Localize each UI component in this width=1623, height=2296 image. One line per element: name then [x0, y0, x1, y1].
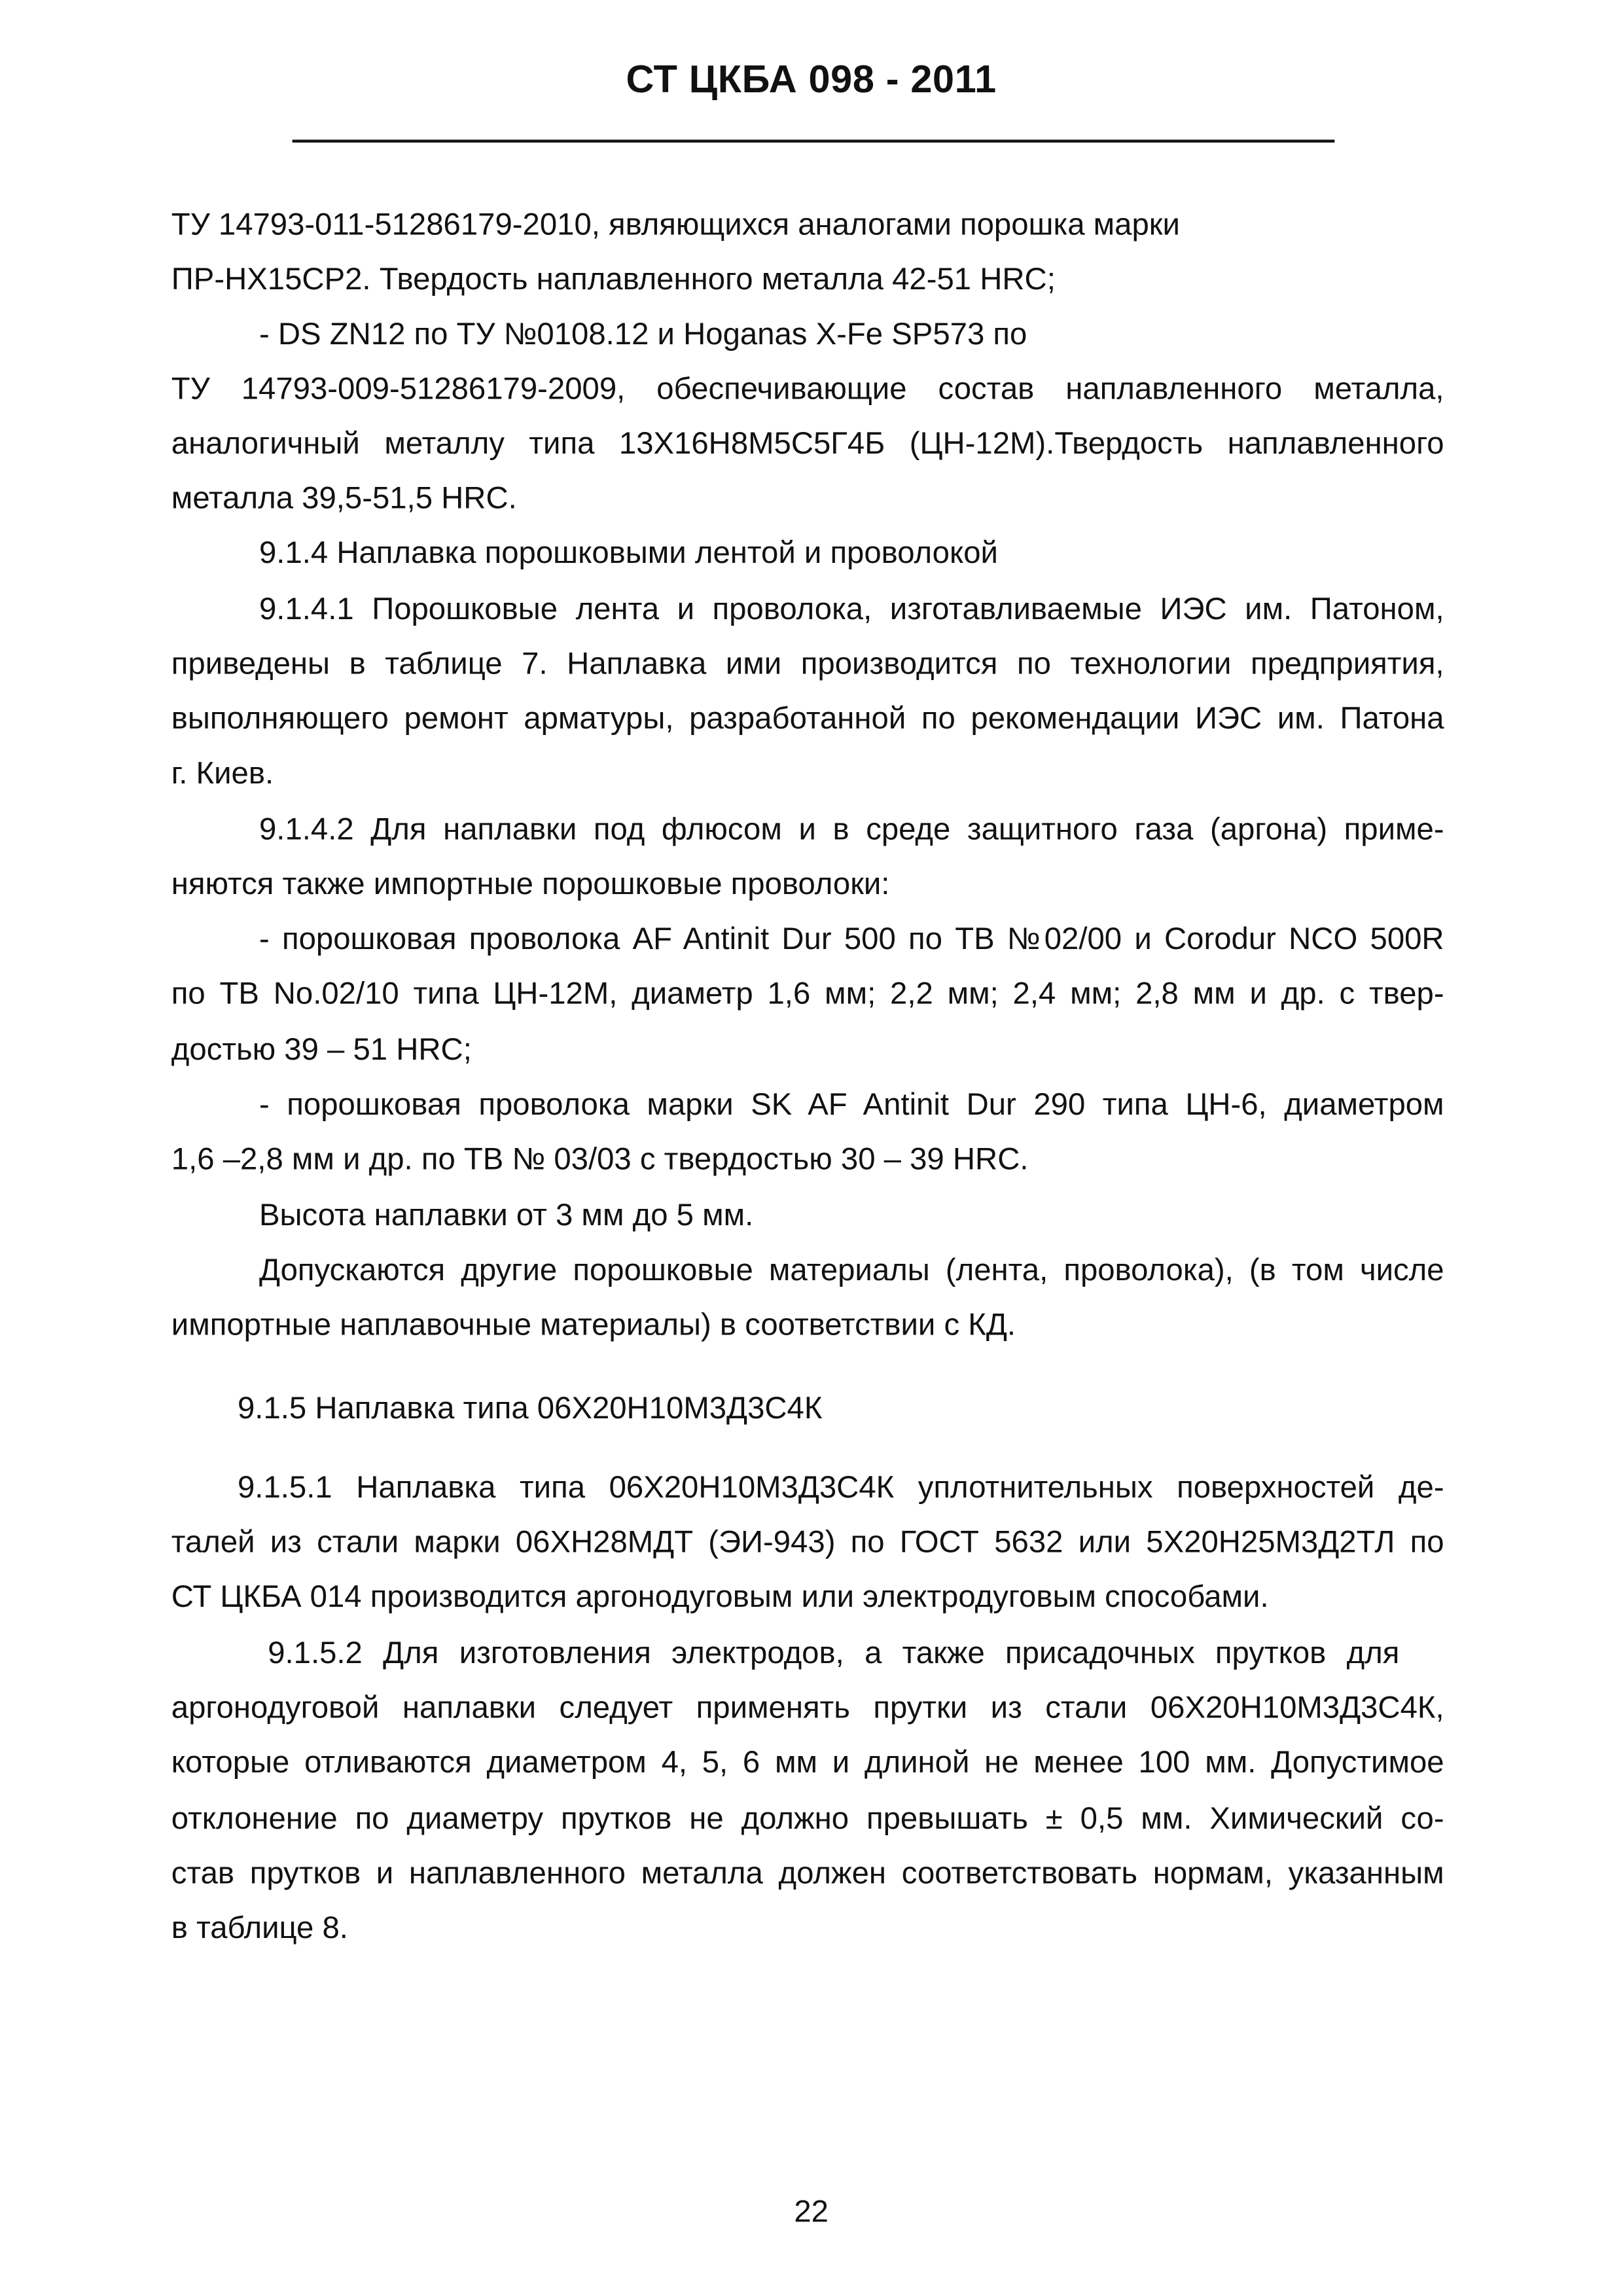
text-line: аналогичный металлу типа 13Х16Н8М5С5Г4Б (ЦН-12М).Твердость наплавленного — [171, 429, 1444, 461]
document-header-title: СТ ЦКБА 098 - 2011 — [626, 58, 997, 101]
text-line: 9.1.5.2 Для изготовления электродов, а также присадочных прутков для — [268, 1638, 1400, 1670]
text-line: приведены в таблице 7. Наплавка ими производится по технологии предприятия, — [171, 649, 1444, 681]
text-line: в таблице 8. — [171, 1910, 348, 1946]
text-line: которые отливаются диаметром 4, 5, 6 мм и длиной не менее 100 мм. Допустимое — [171, 1748, 1444, 1780]
text-line: импортные наплавочные материалы) в соответствии с КД. — [171, 1307, 1016, 1342]
text-line: металла 39,5-51,5 HRC. — [171, 480, 517, 516]
text-line: аргонодуговой наплавки следует применять прутки из стали 06Х20Н10М3Д3С4К, — [171, 1693, 1444, 1725]
text-line: талей из стали марки 06ХН28МДТ (ЭИ-943) по ГОСТ 5632 или 5Х20Н25М3Д2ТЛ по — [171, 1528, 1444, 1560]
text-line: - DS ZN12 по ТУ №0108.12 и Hoganas X-Fe SP573 по — [259, 317, 1027, 351]
text-line: 1,6 –2,8 мм и др. по ТВ № 03/03 с твердостью 30 – 39 HRC. — [171, 1141, 1029, 1177]
text-line: - порошковая проволока AF Antinit Dur 500 по ТВ №02/00 и Corodur NCO 500R — [259, 924, 1444, 956]
text-line: ТУ 14793-011-51286179-2010, являющихся аналогами порошка марки — [171, 207, 1180, 242]
subsection-heading: 9.1.4 Наплавка порошковыми лентой и проволокой — [259, 535, 998, 571]
text-line: достью 39 – 51 HRC; — [171, 1032, 472, 1067]
subsection-heading: 9.1.5 Наплавка типа 06Х20Н10М3Д3С4К — [238, 1391, 823, 1426]
text-line: 9.1.5.1 Наплавка типа 06Х20Н10М3Д3С4К уплотнительных поверхностей де- — [238, 1473, 1444, 1505]
text-line: няются также импортные порошковые проволоки: — [171, 867, 890, 902]
text-line: 9.1.4.1 Порошковые лента и проволока, изготавливаемые ИЭС им. Патоном, — [259, 594, 1444, 626]
text-line: 9.1.4.2 Для наплавки под флюсом и в среде защитного газа (аргона) приме- — [259, 815, 1444, 847]
text-line: г. Киев. — [171, 756, 274, 791]
text-line: отклонение по диаметру прутков не должно превышать ± 0,5 мм. Химический со- — [171, 1804, 1444, 1836]
page-number: 22 — [794, 2194, 829, 2229]
text-line: ТУ 14793-009-51286179-2009, обеспечивающие состав наплавленного металла, — [171, 374, 1444, 406]
text-line: выполняющего ремонт арматуры, разработанной по рекомендации ИЭС им. Патона — [171, 704, 1444, 736]
header-rule — [293, 139, 1335, 142]
text-line: - порошковая проволока марки SK AF Antinit Dur 290 типа ЦН-6, диаметром — [259, 1090, 1444, 1122]
text-line: Допускаются другие порошковые материалы (лента, проволока), (в том числе — [259, 1255, 1444, 1287]
text-line: СТ ЦКБА 014 производится аргонодуговым или электродуговым способами. — [171, 1579, 1269, 1615]
text-line: став прутков и наплавленного металла должен соответствовать нормам, указанным — [171, 1859, 1444, 1891]
text-line: по ТВ No.02/10 типа ЦН-12М, диаметр 1,6 мм; 2,2 мм; 2,4 мм; 2,8 мм и др. с твер- — [171, 979, 1444, 1011]
text-line: Высота наплавки от 3 мм до 5 мм. — [259, 1198, 754, 1233]
text-line: ПР-НХ15СР2. Твердость наплавленного металла 42-51 HRC; — [171, 262, 1056, 297]
